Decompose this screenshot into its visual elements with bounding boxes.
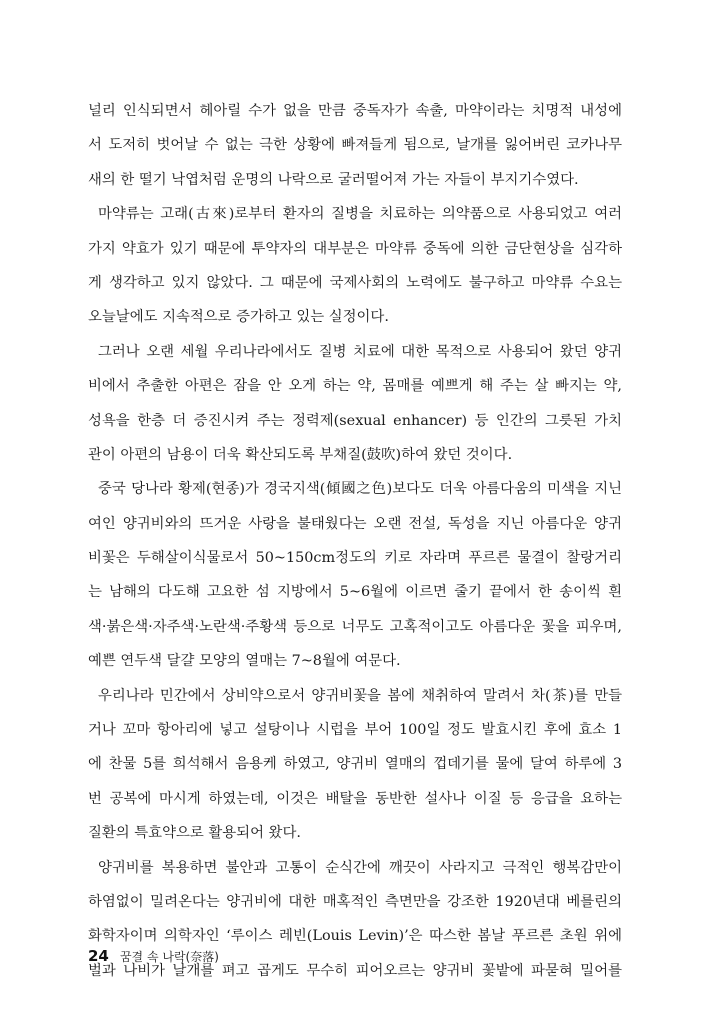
text-line: 비꽃은 두해살이식물로서 50~150cm정도의 키로 자라며 푸르른 물결이 찰랑거리 [88,550,622,567]
running-title: 꿈결 속 나락(奈落) [119,950,219,964]
text-line: 번 공복에 마시게 하였는데, 이것은 배탈을 동반한 설사나 이질 등 응급을 요하는 [88,790,622,807]
body-text [88,94,622,988]
text-line: 하염없이 밀려온다는 양귀비에 대한 매혹적인 측면만을 강조한 1920년대 베를린의 [88,893,622,910]
text-line: 오늘날에도 지속적으로 증가하고 있는 실정이다. [88,309,389,326]
text-line: 성욕을 한층 더 증진시켜 주는 정력제(sexual enhancer) 등 인간의 그릇된 가치 [88,412,622,429]
text-line: 여인 양귀비와의 뜨거운 사랑을 불태웠다는 오랜 전설, 독성을 지닌 아름다운 양귀 [88,515,622,532]
text-line: 관이 아편의 남용이 더욱 확산되도록 부채질(鼓吹)하여 왔던 것이다. [88,446,513,463]
text-line: 양귀비를 복용하면 불안과 고통이 순식간에 깨끗이 사라지고 극적인 행복감만이 [98,859,622,876]
page-footer [88,944,219,968]
text-line: 거나 꼬마 항아리에 넣고 설탕이나 시럽을 부어 100일 정도 발효시킨 후에 효소 1 [88,722,622,739]
text-line: 색·붉은색·자주색·노란색·주황색 등으로 너무도 고혹적이고도 아름다운 꽃을 피우며, [88,618,622,635]
text-line: 마약류는 고래(古來)로부터 환자의 질병을 치료하는 의약품으로 사용되었고 여러 [98,206,622,223]
text-line: 비에서 추출한 아편은 잠을 안 오게 하는 약, 몸매를 예쁘게 해 주는 살 빠지는 약, [88,378,622,395]
text-line: 질환의 특효약으로 활용되어 왔다. [88,825,301,842]
text-line: 새의 한 떨기 낙엽처럼 운명의 나락으로 굴러떨어져 가는 자들이 부지기수였다. [88,171,579,188]
text-line: 게 생각하고 있지 않았다. 그 때문에 국제사회의 노력에도 불구하고 마약류 수요는 [88,274,622,291]
text-line: 에 찬물 5를 희석해서 음용케 하였고, 양귀비 열매의 껍데기를 물에 달여 하루에 3 [88,756,622,773]
text-line: 는 남해의 다도해 고요한 섬 지방에서 5~6월에 이르면 줄기 끝에서 한 송이씩 흰 [88,584,622,601]
text-line: 벌과 나비가 날개를 펴고 곱게도 무수히 피어오르는 양귀비 꽃밭에 파묻혀 밀어를 [88,962,622,979]
page-number: 24 [88,947,109,965]
text-line: 가지 약효가 있기 때문에 투약자의 대부분은 마약류 중독에 의한 금단현상을 심각하 [88,240,622,257]
text-line: 널리 인식되면서 헤아릴 수가 없을 만큼 중독자가 속출, 마약이라는 치명적 내성에 [88,103,622,119]
text-line: 예쁜 연두색 달걀 모양의 열매는 7~8월에 여문다. [88,653,401,670]
text-line: 우리나라 민간에서 상비약으로서 양귀비꽃을 봄에 채취하여 말려서 차(茶)를 만들 [98,687,622,704]
text-line: 그러나 오랜 세월 우리나라에서도 질병 치료에 대한 목적으로 사용되어 왔던 양귀 [98,343,622,360]
text-line: 중국 당나라 황제(현종)가 경국지색(傾國之色)보다도 더욱 아름다움의 미색을 지닌 [98,481,622,498]
text-line: 화학자이며 의학자인 ‘루이스 레빈(Louis Levin)’은 따스한 봄날 푸르른 초원 위에 [88,928,622,945]
text-line: 서 도저히 벗어날 수 없는 극한 상황에 빠져들게 됨으로, 날개를 잃어버린 코카나무 [88,137,622,154]
